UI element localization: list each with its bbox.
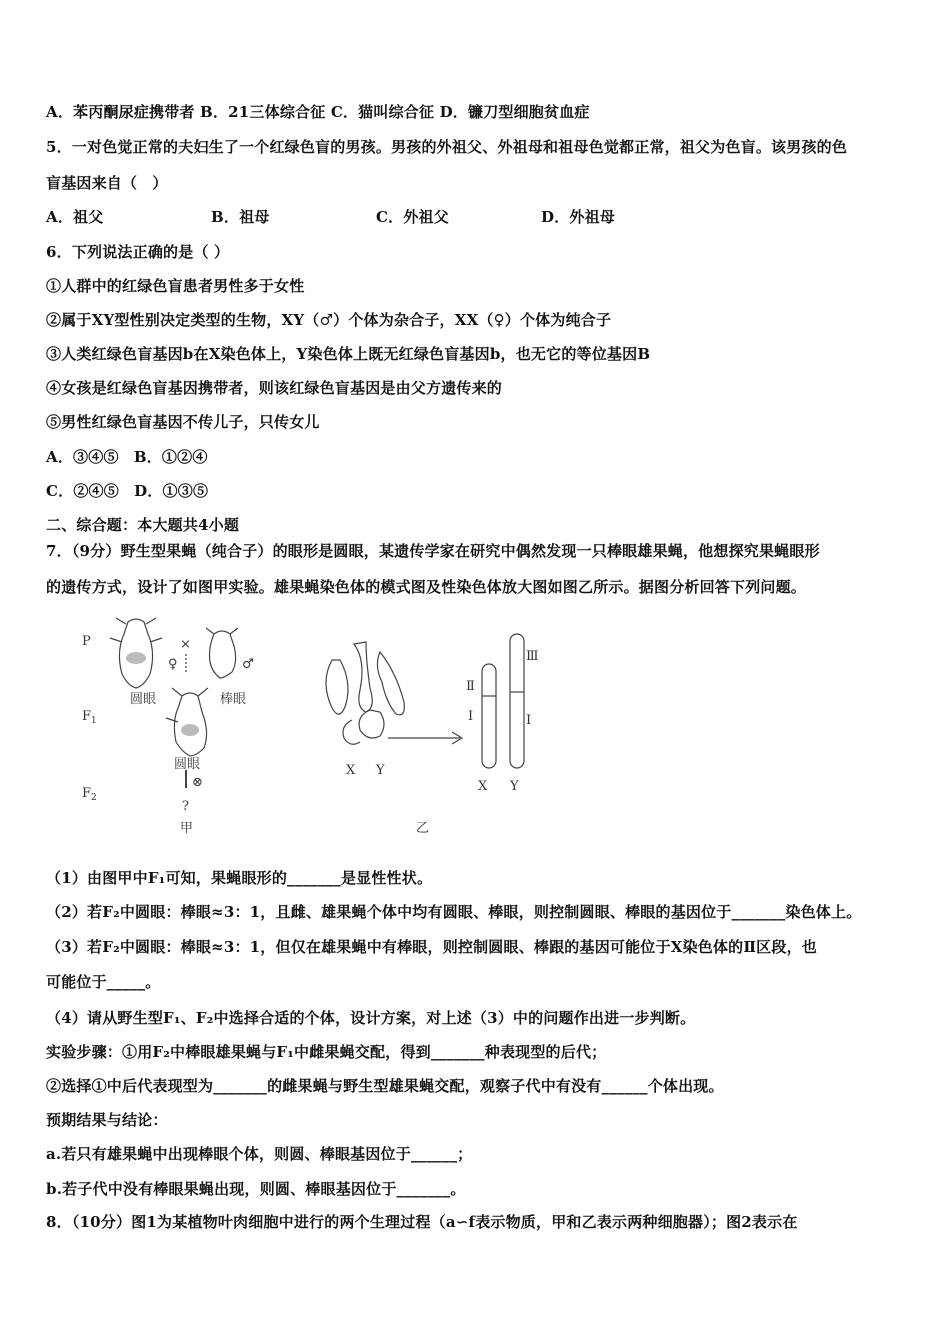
q7-stem-line1: 7．（9分）野生型果蝇（纯合子）的眼形是圆眼，某遗传学家在研究中偶然发现一只棒眼雄果蝇，他想探究果蝇眼形	[46, 542, 820, 560]
enlarged-y-label: Y	[510, 779, 519, 794]
bar-eye-label: 棒眼	[220, 692, 247, 707]
q7-result-a: a.若只有雄果蝇中出现棒眼个体，则圆、棒眼基因位于______；	[46, 1145, 473, 1163]
q6-statement-5: ⑤男性红绿色盲基因不传儿子，只传女儿	[46, 413, 320, 431]
q7-part1: （1）由图甲中F₁可知，果蝇眼形的_______是显性性状。	[46, 869, 433, 887]
round-eye-label: 圆眼	[130, 692, 157, 707]
region-3-label: Ⅲ	[526, 649, 539, 664]
q5-option-a: A．祖父	[46, 208, 104, 226]
p-female-fly-drawing	[110, 618, 162, 688]
q7-expected-heading: 预期结果与结论：	[46, 1111, 168, 1129]
q7-step2: ②选择①中后代表现型为_______的雌果蝇与野生型雄果蝇交配，观察子代中有没有______个体出现。	[46, 1077, 724, 1095]
q6-statement-1: ①人群中的红绿色盲患者男性多于女性	[46, 277, 305, 295]
chromosome-drawing	[326, 642, 404, 744]
region-2-label: Ⅱ	[466, 679, 475, 694]
q6-stem: 6．下列说法正确的是（ ）	[46, 243, 230, 261]
q5-option-c: C．外祖父	[376, 208, 449, 226]
p-male-fly-drawing	[206, 628, 238, 678]
q6-statement-2: ②属于XY型性别决定类型的生物，XY（♂）个体为杂合子，XX（♀）个体为纯合子	[46, 311, 612, 329]
q6-options-row2: C．②④⑤ D．①③⑤	[46, 482, 209, 500]
q7-result-b: b.若子代中没有棒眼果蝇出现，则圆、棒眼基因位于_______。	[46, 1180, 466, 1198]
f1-round-eye-label: 圆眼	[174, 757, 201, 772]
fig-label-f1: $F_1$	[82, 709, 97, 726]
male-symbol: ♂	[242, 657, 254, 672]
q7-figure	[70, 612, 540, 844]
caption-yi: 乙	[416, 821, 430, 836]
q7-part2: （2）若F₂中圆眼：棒眼≈3：1，且雌、雄果蝇个体中均有圆眼、棒眼，则控制圆眼、棒眼的基因位于_______染色体上。	[46, 903, 862, 921]
x-chromosome	[482, 664, 496, 768]
q4-options: A．苯丙酮尿症携带者 B．21三体综合征 C．猫叫综合征 D．镰刀型细胞贫血症	[46, 103, 590, 121]
q5-stem-line1: 5．一对色觉正常的夫妇生了一个红绿色盲的男孩。男孩的外祖父、外祖母和祖母色觉都正常，祖父为色盲。该男孩的色	[46, 138, 848, 156]
q6-statement-4: ④女孩是红绿色盲基因携带者，则该红绿色盲基因是由父方遗传来的	[46, 379, 503, 397]
chromosome-x-label: X	[346, 763, 356, 778]
q7-stem-line2: 的遗传方式，设计了如图甲实验。雄果蝇染色体的模式图及性染色体放大图如图乙所示。据图分析回答下列问题。	[46, 578, 807, 596]
f2-question-mark: ?	[182, 799, 189, 814]
q6-statement-3: ③人类红绿色盲基因b在X染色体上，Y染色体上既无红绿色盲基因b，也无它的等位基因B	[46, 345, 651, 363]
q5-stem-line2: 盲基因来自（ ）	[46, 174, 168, 192]
q6-options-row1: A．③④⑤ B．①②④	[46, 448, 208, 466]
q5-options	[46, 207, 906, 227]
f1-fly-drawing	[166, 688, 208, 756]
cross-symbol: ×	[180, 637, 191, 652]
q5-option-b: B．祖母	[211, 208, 270, 226]
caption-jia: 甲	[180, 821, 194, 836]
fig-label-f2: $F_2$	[82, 786, 97, 803]
female-symbol: ♀	[168, 657, 178, 672]
selfing-symbol: ⊗	[192, 775, 203, 790]
q7-part3-line1: （3）若F₂中圆眼：棒眼≈3：1，但仅在雄果蝇中有棒眼，则控制圆眼、棒跟的基因可能位于X染色体的Ⅱ区段，也	[46, 938, 817, 956]
q7-part3-line2: 可能位于_____。	[46, 973, 161, 991]
q7-step1: 实验步骤：①用F₂中棒眼雄果蝇与F₁中雌果蝇交配，得到_______种表现型的后代；	[46, 1043, 607, 1061]
enlarged-x-label: X	[478, 779, 488, 794]
y-chromosome	[510, 634, 524, 768]
q8-stem-line1: 8．（10分）图1为某植物叶肉细胞中进行的两个生理过程（a∽f表示物质，甲和乙表示两种细胞器）；图2表示在	[46, 1213, 798, 1231]
fig-label-p: P	[82, 634, 91, 649]
section-2-heading: 二、综合题：本大题共4小题	[46, 516, 240, 534]
q7-part4: （4）请从野生型F₁、F₂中选择合适的个体，设计方案，对上述（3）中的问题作出进一步判断。	[46, 1009, 696, 1027]
q5-option-d: D．外祖母	[541, 208, 616, 226]
region-1b-label: Ⅰ	[526, 713, 532, 728]
chromosome-y-label: Y	[376, 763, 385, 778]
region-1-label: Ⅰ	[468, 709, 474, 724]
